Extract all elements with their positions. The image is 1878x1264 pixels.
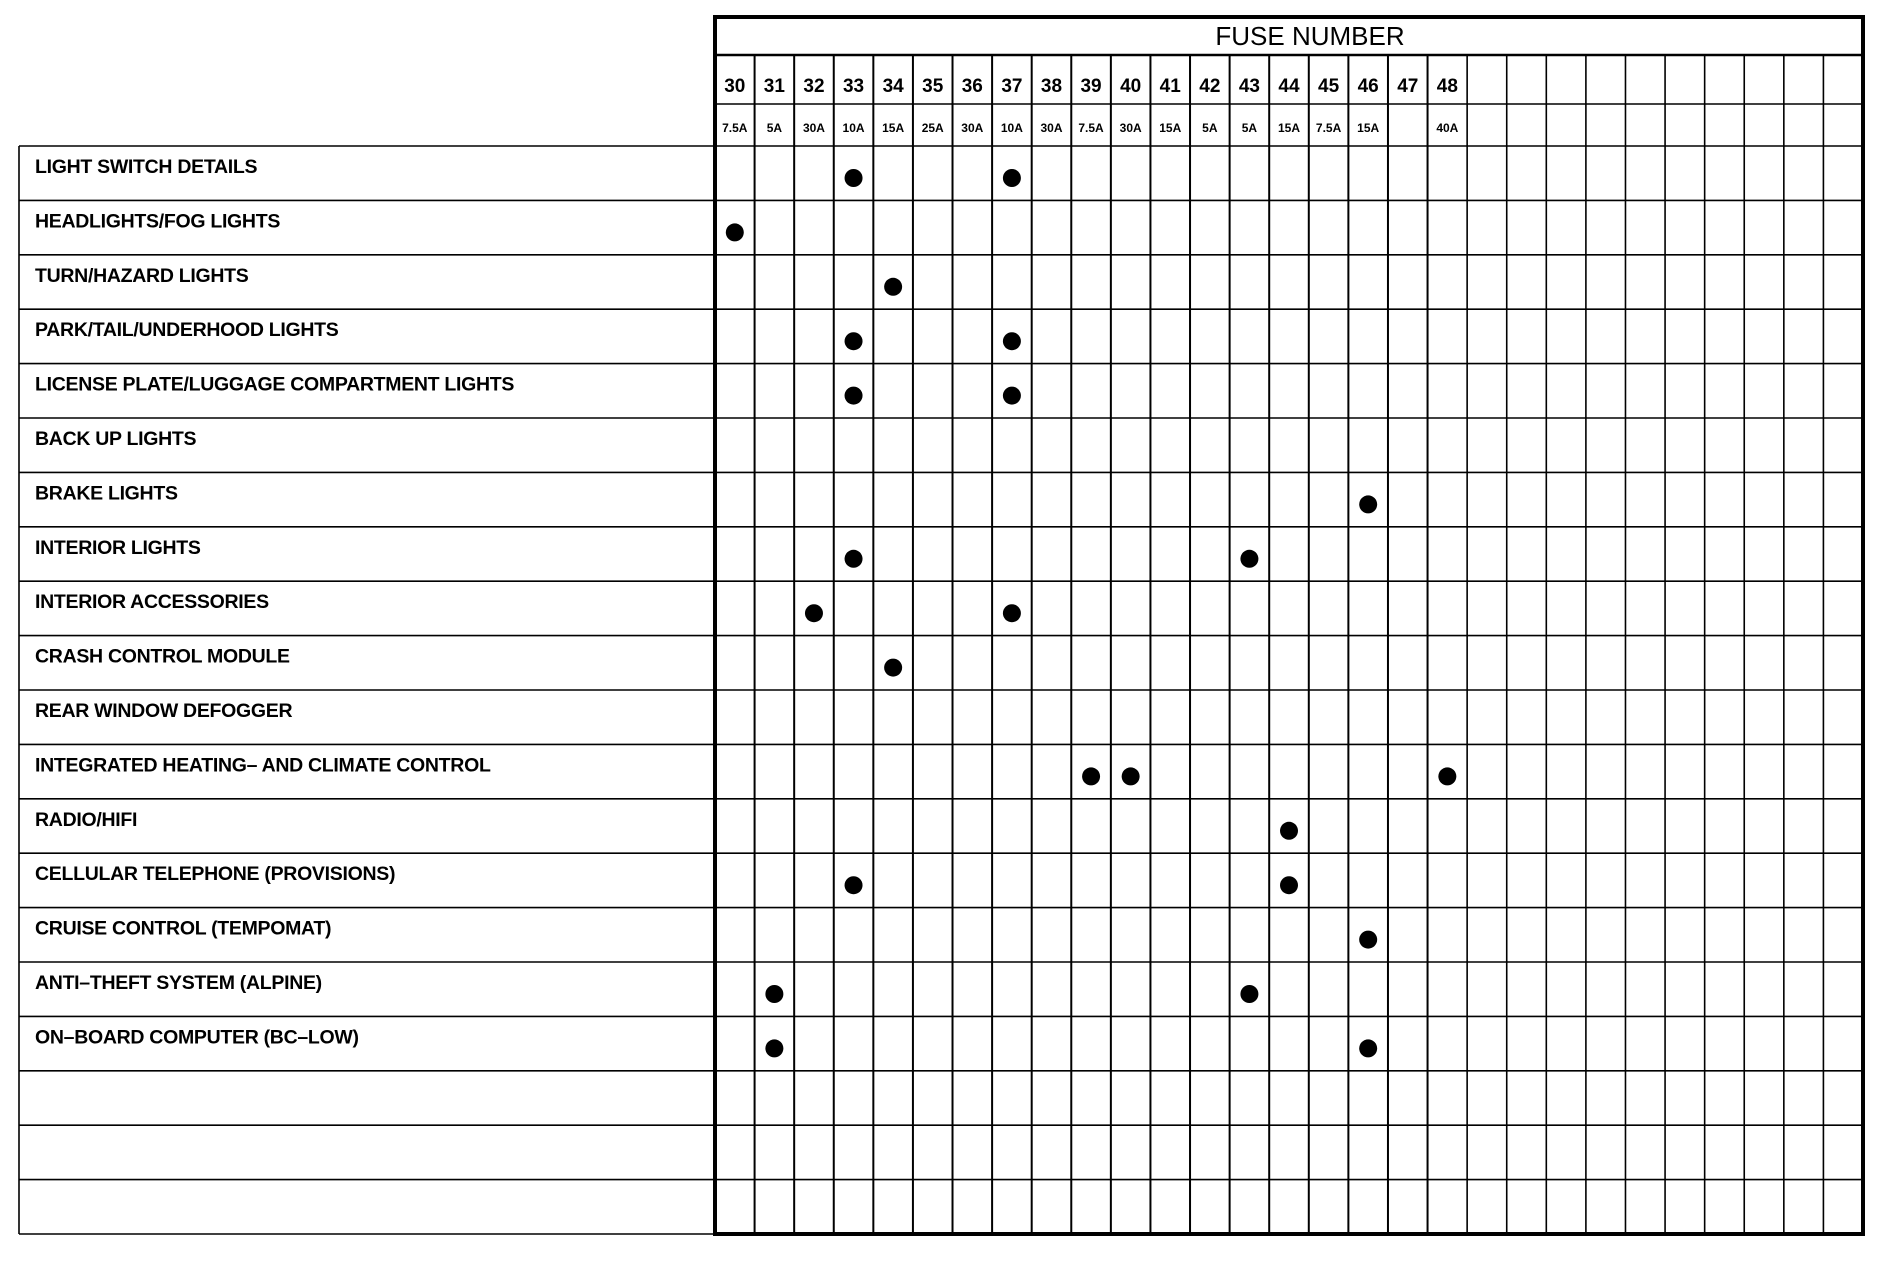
- fuse-number-44: 44: [1278, 76, 1300, 97]
- circuit-label: TURN/HAZARD LIGHTS: [35, 264, 249, 287]
- circuit-label: CRASH CONTROL MODULE: [35, 645, 290, 668]
- fuse-marker-34: [884, 278, 902, 296]
- fuse-marker-43: [1240, 550, 1258, 568]
- fuse-marker-33: [845, 387, 863, 405]
- fuse-number-42: 42: [1199, 76, 1221, 97]
- fuse-number-30: 30: [724, 76, 746, 97]
- circuit-label: BACK UP LIGHTS: [35, 428, 197, 450]
- fuse-markers: [726, 169, 1457, 1057]
- grid-frame: [715, 17, 1863, 1234]
- circuit-label: RADIO/HIFI: [35, 808, 138, 831]
- fuse-number-46: 46: [1357, 76, 1379, 97]
- fuse-rating-31: 5A: [766, 121, 783, 135]
- fuse-number-39: 39: [1080, 76, 1102, 97]
- fuse-marker-44: [1280, 876, 1298, 894]
- fuse-rating-43: 5A: [1241, 121, 1258, 135]
- fuse-rating-40: 30A: [1119, 121, 1142, 135]
- fuse-number-34: 34: [882, 76, 904, 97]
- circuit-label: REAR WINDOW DEFOGGER: [35, 700, 293, 722]
- fuse-header: [1215, 21, 1404, 51]
- fuse-rating-42: 5A: [1202, 121, 1218, 135]
- fuse-number-33: 33: [842, 76, 865, 97]
- circuit-label: PARK/TAIL/UNDERHOOD LIGHTS: [35, 319, 339, 342]
- fuse-marker-44: [1280, 822, 1298, 840]
- fuse-marker-48: [1438, 767, 1456, 785]
- fuse-marker-33: [845, 550, 863, 568]
- fuse-marker-39: [1082, 767, 1100, 785]
- fuse-marker-37: [1003, 332, 1021, 350]
- fuse-marker-31: [765, 985, 783, 1003]
- circuit-labels: [35, 156, 514, 1048]
- fuse-marker-37: [1003, 387, 1021, 405]
- circuit-label: INTERIOR ACCESSORIES: [35, 591, 269, 614]
- fuse-number-41: 41: [1159, 76, 1181, 97]
- fuse-number-37: 37: [1001, 76, 1023, 97]
- fuse-marker-37: [1003, 604, 1021, 622]
- fuse-rating-30: 7.5A: [722, 121, 748, 135]
- fuse-rating-37: 10A: [1000, 121, 1023, 135]
- fuse-marker-37: [1003, 169, 1021, 187]
- fuse-marker-33: [845, 169, 863, 187]
- circuit-label: CELLULAR TELEPHONE (PROVISIONS): [35, 863, 396, 886]
- fuse-rating-44: 15A: [1277, 121, 1301, 135]
- fuse-rating-34: 15A: [882, 121, 905, 135]
- fuse-marker-46: [1359, 931, 1377, 949]
- fuse-marker-31: [765, 1039, 783, 1057]
- fuse-rating-46: 15A: [1357, 121, 1380, 135]
- fuse-marker-33: [845, 332, 863, 350]
- fuse-number-32: 32: [803, 76, 825, 97]
- circuit-label: CRUISE CONTROL (TEMPOMAT): [35, 917, 332, 940]
- fuse-rating-33: 10A: [842, 121, 865, 135]
- circuit-label: INTEGRATED HEATING– AND CLIMATE CONTROL: [35, 754, 491, 777]
- fuse-rating-36: 30A: [961, 121, 984, 135]
- fuse-rating-41: 15A: [1159, 121, 1182, 135]
- fuse-number-36: 36: [961, 76, 983, 97]
- fuse-marker-40: [1122, 767, 1140, 785]
- circuit-label: LICENSE PLATE/LUGGAGE COMPARTMENT LIGHTS: [35, 373, 515, 396]
- fuse-marker-32: [805, 604, 823, 622]
- fuse-rating-38: 30A: [1040, 121, 1063, 135]
- fuse-rating-48: 40A: [1436, 121, 1459, 135]
- fuse-marker-30: [726, 223, 744, 241]
- fuse-number-43: 43: [1238, 76, 1260, 97]
- circuit-label: ANTI–THEFT SYSTEM (ALPINE): [35, 972, 322, 994]
- fuse-number-47: 47: [1397, 76, 1419, 97]
- fuse-number-31: 31: [763, 76, 785, 97]
- fuse-rating-39: 7.5A: [1078, 121, 1104, 135]
- fuse-rating-45: 7.5A: [1315, 121, 1342, 135]
- fuse-marker-33: [845, 876, 863, 894]
- circuit-label: ON–BOARD COMPUTER (BC–LOW): [35, 1026, 359, 1049]
- fuse-number-title: FUSE NUMBER: [1215, 21, 1405, 51]
- fuse-number-35: 35: [922, 76, 944, 97]
- fuse-number-48: 48: [1436, 76, 1458, 97]
- fuse-marker-46: [1359, 495, 1377, 513]
- circuit-label: HEADLIGHTS/FOG LIGHTS: [35, 210, 281, 233]
- fuse-rating-35: 25A: [921, 121, 944, 135]
- fuse-rating-32: 30A: [802, 121, 825, 135]
- fuse-marker-34: [884, 659, 902, 677]
- circuit-label: INTERIOR LIGHTS: [35, 536, 201, 559]
- circuit-label: BRAKE LIGHTS: [35, 482, 178, 505]
- grid-lines: [19, 17, 1863, 1234]
- fuse-marker-46: [1359, 1039, 1377, 1057]
- fuse-number-38: 38: [1040, 76, 1063, 97]
- fuse-number-45: 45: [1318, 76, 1340, 97]
- fuse-number-40: 40: [1120, 76, 1142, 97]
- circuit-label: LIGHT SWITCH DETAILS: [35, 156, 258, 178]
- fuse-marker-43: [1240, 985, 1258, 1003]
